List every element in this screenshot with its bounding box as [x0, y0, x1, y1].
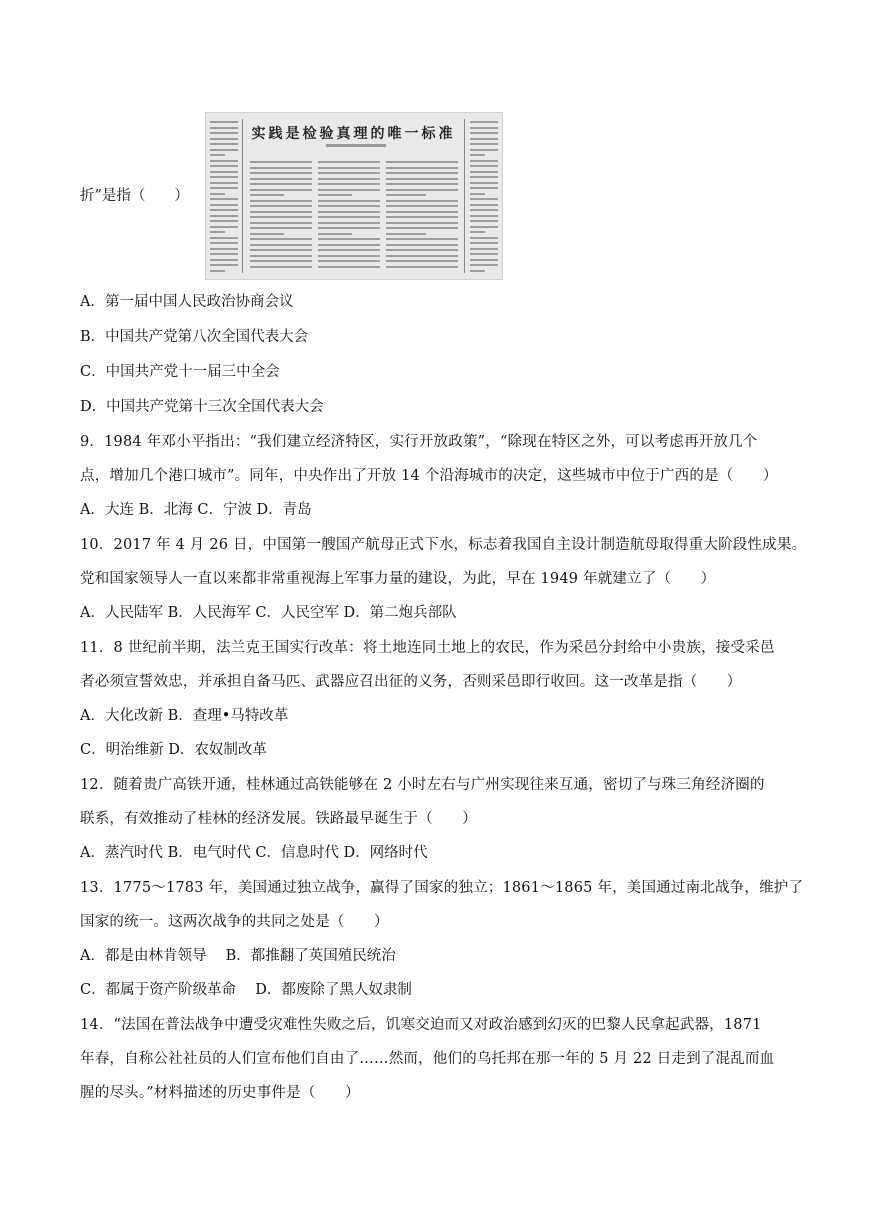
clipping-column-2: [318, 161, 380, 271]
clipping-text-line: [470, 127, 498, 129]
clipping-text-line: [210, 226, 238, 228]
clipping-text-line: [210, 237, 238, 239]
clipping-text-line: [250, 233, 284, 235]
clipping-text-line: [210, 149, 238, 151]
clipping-byline: [326, 144, 386, 147]
clipping-text-line: [210, 187, 238, 189]
clipping-text-line: [318, 233, 352, 235]
clipping-text-line: [470, 160, 498, 162]
clipping-text-line: [386, 161, 458, 163]
clipping-text-line: [318, 205, 380, 207]
clipping-text-line: [386, 266, 458, 268]
clipping-text-line: [470, 248, 498, 250]
clipping-text-line: [386, 227, 458, 229]
q10-stem-line1: 10．2017 年 4 月 26 日，中国第一艘国产航母正式下水，标志着我国自主设计制造航母取得重大阶段性成果。: [80, 537, 807, 553]
q12-stem-line2: 联系，有效推动了桂林的经济发展。铁路最早诞生于（ ）: [80, 811, 477, 827]
clipping-text-line: [318, 189, 380, 191]
clipping-text-line: [250, 161, 312, 163]
clipping-text-line: [210, 248, 238, 250]
q11-options-line1: A．大化改新 B．查理•马特改革: [80, 708, 289, 724]
clipping-left-column: [210, 121, 238, 271]
clipping-text-line: [470, 138, 498, 140]
q11-options-line2: C．明治维新 D．农奴制改革: [80, 742, 267, 758]
q9-stem-line2: 点，增加几个港口城市”。同年，中央作出了开放 14 个沿海城市的决定，这些城市中位于广西的是（ ）: [80, 468, 778, 484]
q8-option-d: D．中国共产党第十三次全国代表大会: [80, 399, 324, 415]
clipping-text-line: [386, 244, 458, 246]
clipping-text-line: [210, 127, 238, 129]
clipping-text-line: [318, 200, 380, 202]
clipping-text-line: [470, 264, 498, 266]
q14-stem-line1: 14．“法国在普法战争中遭受灾难性失败之后，饥寒交迫而又对政治感到幻灭的巴黎人民拿起武器，1871: [80, 1017, 762, 1033]
clipping-text-line: [386, 233, 426, 235]
clipping-text-line: [250, 222, 312, 224]
clipping-text-line: [250, 266, 312, 268]
clipping-text-line: [210, 193, 225, 195]
clipping-text-line: [470, 165, 498, 167]
q14-stem-line3: 腥的尽头。”材料描述的历史事件是（ ）: [80, 1085, 360, 1101]
q12-stem-line1: 12．随着贵广高铁开通，桂林通过高铁能够在 2 小时左右与广州实现往来互通，密切了与珠三角经济圈的: [80, 777, 765, 793]
clipping-text-line: [250, 249, 312, 251]
clipping-text-line: [470, 154, 485, 156]
clipping-headline: 实践是检验真理的唯一标准: [251, 126, 456, 142]
clipping-text-line: [210, 165, 238, 167]
clipping-text-line: [470, 182, 498, 184]
clipping-text-line: [210, 264, 238, 266]
clipping-text-line: [250, 183, 312, 185]
clipping-text-line: [318, 216, 380, 218]
q9-options: A．大连 B．北海 C．宁波 D．青岛: [80, 502, 312, 518]
clipping-text-line: [386, 211, 458, 213]
clipping-text-line: [210, 143, 238, 145]
q11-stem-line2: 者必须宣誓效忠，并承担自备马匹、武器应召出征的义务，否则采邑即行收回。这一改革是指（ ）: [80, 674, 742, 690]
clipping-text-line: [386, 260, 458, 262]
clipping-text-line: [386, 205, 458, 207]
clipping-text-line: [470, 187, 498, 189]
clipping-text-line: [318, 161, 380, 163]
clipping-text-line: [210, 160, 238, 162]
clipping-text-line: [470, 176, 498, 178]
clipping-right-column: [470, 121, 498, 271]
q10-options: A．人民陆军 B．人民海军 C．人民空军 D．第二炮兵部队: [80, 605, 457, 621]
clipping-text-line: [318, 266, 380, 268]
clipping-text-line: [386, 194, 426, 196]
clipping-text-line: [386, 222, 458, 224]
clipping-text-line: [250, 260, 312, 262]
clipping-text-line: [318, 183, 380, 185]
q14-stem-line2: 年春，自称公社社员的人们宣布他们自由了……然而，他们的乌托邦在那一年的 5 月 22 日走到了混乱而血: [80, 1051, 775, 1067]
clipping-text-line: [470, 143, 498, 145]
clipping-text-line: [470, 171, 498, 173]
q8-option-c: C．中国共产党十一届三中全会: [80, 364, 280, 380]
clipping-text-line: [386, 216, 458, 218]
clipping-text-line: [470, 215, 498, 217]
clipping-text-line: [250, 205, 312, 207]
clipping-text-line: [318, 255, 380, 257]
clipping-text-line: [210, 270, 225, 272]
clipping-text-line: [470, 149, 498, 151]
clipping-text-line: [250, 172, 312, 174]
clipping-text-line: [470, 220, 498, 222]
clipping-text-line: [470, 132, 498, 134]
clipping-text-line: [470, 231, 485, 233]
clipping-text-line: [210, 154, 225, 156]
q13-stem-line2: 国家的统一。这两次战争的共同之处是（ ）: [80, 914, 389, 930]
clipping-text-line: [386, 178, 458, 180]
clipping-text-line: [210, 231, 225, 233]
clipping-text-line: [250, 227, 312, 229]
clipping-text-line: [250, 194, 284, 196]
clipping-text-line: [386, 249, 458, 251]
clipping-text-line: [250, 244, 312, 246]
clipping-text-line: [250, 238, 312, 240]
clipping-text-line: [250, 178, 312, 180]
clipping-text-line: [210, 132, 238, 134]
clipping-text-line: [318, 222, 380, 224]
clipping-text-line: [470, 193, 485, 195]
clipping-text-line: [318, 178, 380, 180]
q8-option-a: A．第一届中国人民政治协商会议: [80, 294, 294, 310]
clipping-text-line: [210, 182, 238, 184]
clipping-text-line: [318, 227, 380, 229]
clipping-text-line: [210, 215, 238, 217]
clipping-text-line: [210, 242, 238, 244]
clipping-text-line: [470, 226, 498, 228]
clipping-text-line: [470, 204, 498, 206]
clipping-text-line: [470, 198, 498, 200]
clipping-column-3: [386, 161, 458, 271]
clipping-text-line: [318, 260, 380, 262]
clipping-text-line: [386, 189, 458, 191]
clipping-text-line: [210, 220, 238, 222]
clipping-text-line: [250, 255, 312, 257]
clipping-text-line: [250, 216, 312, 218]
clipping-text-line: [470, 270, 485, 272]
q13-options-line1: A．都是由林肯领导 B．都推翻了英国殖民统治: [80, 948, 396, 964]
clipping-text-line: [210, 198, 238, 200]
clipping-text-line: [210, 176, 238, 178]
clipping-text-line: [210, 121, 238, 123]
clipping-text-line: [470, 242, 498, 244]
clipping-text-line: [210, 253, 238, 255]
clipping-text-line: [470, 253, 498, 255]
clipping-column-1: [250, 161, 312, 271]
q9-stem-line1: 9．1984 年邓小平指出：“我们建立经济特区，实行开放政策”，“除现在特区之外，可以考虑再开放几个: [80, 434, 758, 450]
clipping-text-line: [318, 172, 380, 174]
clipping-text-line: [470, 259, 498, 261]
clipping-text-line: [250, 211, 312, 213]
clipping-text-line: [210, 259, 238, 261]
q10-stem-line2: 党和国家领导人一直以来都非常重视海上军事力量的建设，为此，早在 1949 年就建立了（ ）: [80, 571, 716, 587]
q12-options: A．蒸汽时代 B．电气时代 C．信息时代 D．网络时代: [80, 845, 428, 861]
q13-stem-line1: 13．1775～1783 年，美国通过独立战争，赢得了国家的独立；1861～1865 年，美国通过南北战争，维护了: [80, 880, 804, 896]
clipping-text-line: [386, 255, 458, 257]
clipping-text-line: [386, 238, 458, 240]
clipping-text-line: [250, 189, 312, 191]
q13-options-line2: C．都属于资产阶级革命 D．都废除了黑人奴隶制: [80, 982, 412, 998]
clipping-text-line: [250, 200, 312, 202]
clipping-text-line: [470, 237, 498, 239]
q8-option-b: B．中国共产党第八次全国代表大会: [80, 329, 309, 345]
q11-stem-line1: 11．8 世纪前半期，法兰克王国实行改革：将土地连同土地上的农民，作为采邑分封给中小贵族，接受采邑: [80, 640, 775, 656]
clipping-text-line: [386, 183, 458, 185]
clipping-text-line: [386, 167, 458, 169]
clipping-text-line: [386, 200, 458, 202]
clipping-text-line: [318, 244, 380, 246]
clipping-text-line: [318, 238, 380, 240]
clipping-text-line: [318, 249, 380, 251]
newspaper-clipping-image: [205, 112, 503, 280]
q8-stem-tail: 折”是指（ ）: [80, 188, 189, 204]
clipping-text-line: [386, 172, 458, 174]
clipping-text-line: [318, 167, 380, 169]
clipping-text-line: [250, 167, 312, 169]
clipping-text-line: [470, 121, 498, 123]
clipping-text-line: [470, 209, 498, 211]
clipping-text-line: [210, 209, 238, 211]
clipping-text-line: [210, 171, 238, 173]
clipping-text-line: [318, 194, 352, 196]
clipping-text-line: [210, 138, 238, 140]
clipping-text-line: [210, 204, 238, 206]
clipping-text-line: [318, 211, 380, 213]
